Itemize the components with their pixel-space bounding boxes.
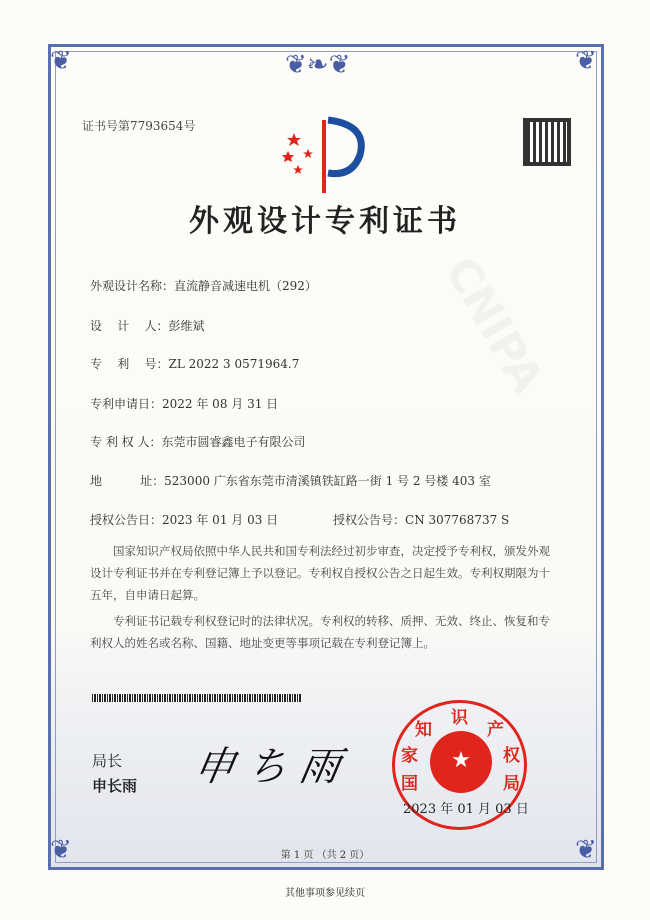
ornament-corner-icon: ❦ — [50, 46, 72, 76]
field-patent-number: 专 利 号：ZL 2022 3 0571964.7 — [90, 357, 300, 371]
seal-date: 2023 年 01 月 03 日 — [403, 802, 529, 817]
signatory-title: 局长 — [92, 752, 123, 770]
handwritten-signature: 申 ち 雨 — [190, 744, 344, 790]
field-designer: 设 计 人：彭维斌 — [90, 319, 205, 333]
field-filing-date: 专利申请日：2022 年 08 月 31 日 — [90, 397, 279, 411]
certificate-number: 证书号第7793654号 — [82, 119, 196, 133]
footer-note: 其他事项参见续页 — [285, 888, 365, 899]
national-emblem-icon: ★ — [430, 731, 492, 793]
ornament-corner-icon: ❦ — [575, 835, 597, 865]
field-patentee: 专 利 权 人：东莞市圆睿鑫电子有限公司 — [90, 435, 306, 449]
qr-code — [523, 118, 571, 166]
field-grant-number: 授权公告号：CN 307768737 S — [333, 513, 510, 527]
barcode — [92, 694, 302, 702]
certificate-title: 外观设计专利证书 — [189, 204, 461, 239]
statement-paragraph: 国家知识产权局依照中华人民共和国专利法经过初步审查，决定授予专利权，颁发外观设计专利证书并在专利登记簿上予以登记。专利权自授权公告之日起生效。专利权期限为十五年，自申请日起算。 — [90, 544, 550, 602]
field-address: 地 址：523000 广东省东莞市清溪镇铁缸路一街 1 号 2 号楼 403 室 — [90, 474, 491, 488]
ornament-top-icon: ❦❧❦ — [285, 50, 351, 80]
ornament-corner-icon: ❦ — [575, 46, 597, 76]
signatory-name: 申长雨 — [92, 777, 138, 795]
field-design-name: 外观设计名称：直流静音减速电机（292） — [90, 279, 317, 293]
statement-paragraph: 专利证书记载专利权登记时的法律状况。专利权的转移、质押、无效、终止、恢复和专利权人的姓名或名称、国籍、地址变更等事项记载在专利登记簿上。 — [90, 614, 550, 650]
page-indicator: 第 1 页 （共 2 页） — [280, 850, 370, 861]
ornament-corner-icon: ❦ — [50, 835, 72, 865]
cnipa-logo-icon — [280, 115, 370, 195]
field-grant-date: 授权公告日：2023 年 01 月 03 日 — [90, 513, 279, 527]
official-seal: ★ 国 家 知 识 产 权 局 — [392, 700, 527, 830]
